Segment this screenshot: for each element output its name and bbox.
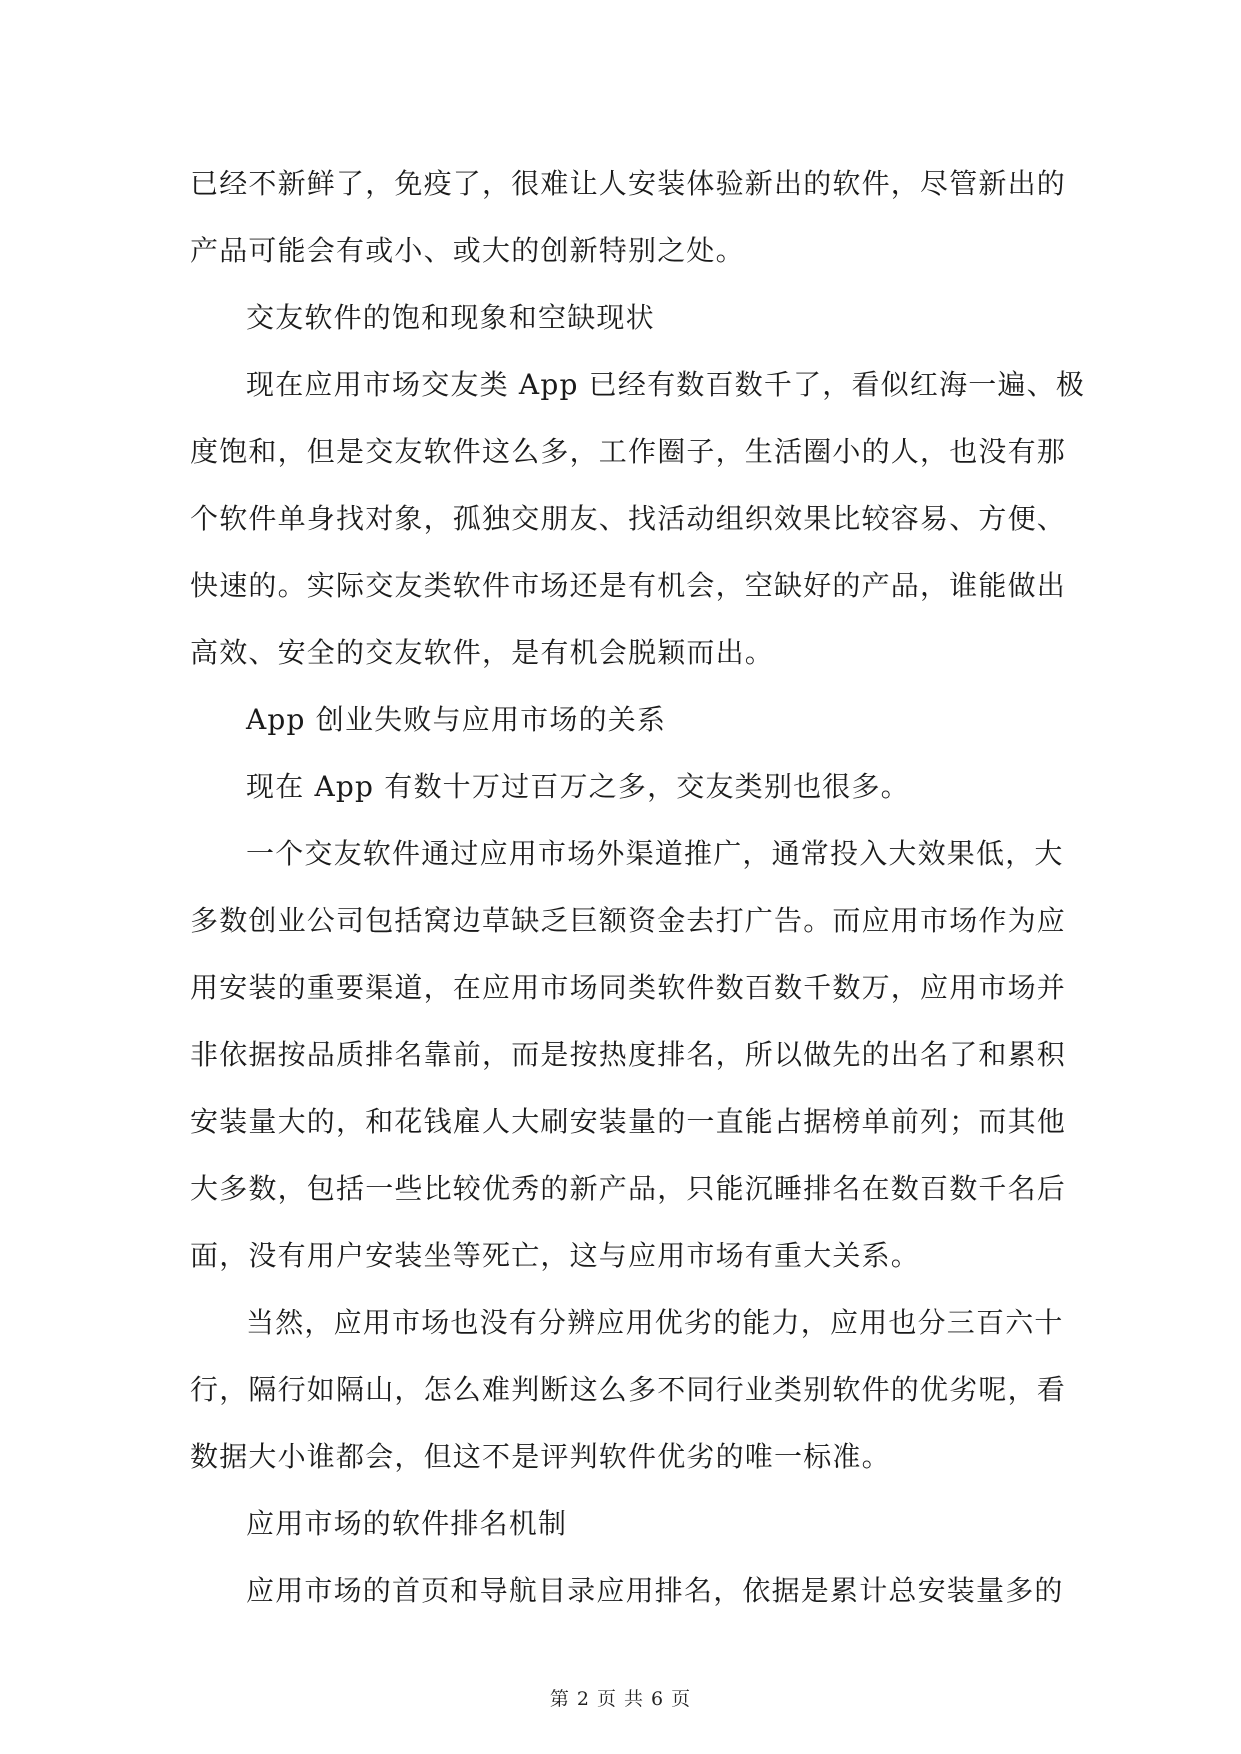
text-line: 快速的。实际交友类软件市场还是有机会，空缺好的产品，谁能做出: [190, 569, 1067, 602]
section-heading: 应用市场的软件排名机制: [246, 1507, 568, 1540]
text-line: 当然，应用市场也没有分辨应用优劣的能力，应用也分三百六十: [246, 1306, 1064, 1339]
page-number-footer: 第 2 页 共 6 页: [549, 1688, 692, 1710]
text-line: 已经不新鲜了，免疫了，很难让人安装体验新出的软件，尽管新出的: [190, 167, 1067, 200]
text-line: 现在应用市场交友类 App 已经有数百数千了，看似红海一遍、极: [246, 368, 1086, 401]
text-line: 用安装的重要渠道，在应用市场同类软件数百数千数万，应用市场并: [190, 971, 1067, 1004]
text-line: 个软件单身找对象，孤独交朋友、找活动组织效果比较容易、方便、: [190, 502, 1067, 535]
text-line: 行，隔行如隔山，怎么难判断这么多不同行业类别软件的优劣呢，看: [190, 1373, 1067, 1406]
section-heading: 交友软件的饱和现象和空缺现状: [246, 301, 655, 334]
text-line: 一个交友软件通过应用市场外渠道推广，通常投入大效果低，大: [246, 837, 1064, 870]
text-line: 现在 App 有数十万过百万之多，交友类别也很多。: [246, 770, 910, 803]
page-body: [190, 150, 1086, 1624]
text-line: 面，没有用户安装坐等死亡，这与应用市场有重大关系。: [190, 1239, 921, 1272]
section-heading: App 创业失败与应用市场的关系: [246, 703, 667, 736]
text-line: 应用市场的首页和导航目录应用排名，依据是累计总安装量多的: [246, 1574, 1064, 1607]
text-line: 度饱和，但是交友软件这么多，工作圈子，生活圈小的人，也没有那: [190, 435, 1067, 468]
text-line: 数据大小谁都会，但这不是评判软件优劣的唯一标准。: [190, 1440, 891, 1473]
text-line: 安装量大的，和花钱雇人大刷安装量的一直能占据榜单前列；而其他: [190, 1105, 1067, 1138]
text-line: 高效、安全的交友软件，是有机会脱颖而出。: [190, 636, 775, 669]
text-line: 非依据按品质排名靠前，而是按热度排名，所以做先的出名了和累积: [190, 1038, 1067, 1071]
text-line: 多数创业公司包括窝边草缺乏巨额资金去打广告。而应用市场作为应: [190, 904, 1067, 937]
text-line: 产品可能会有或小、或大的创新特别之处。: [190, 234, 745, 267]
text-line: 大多数，包括一些比较优秀的新产品，只能沉睡排名在数百数千名后: [190, 1172, 1067, 1205]
